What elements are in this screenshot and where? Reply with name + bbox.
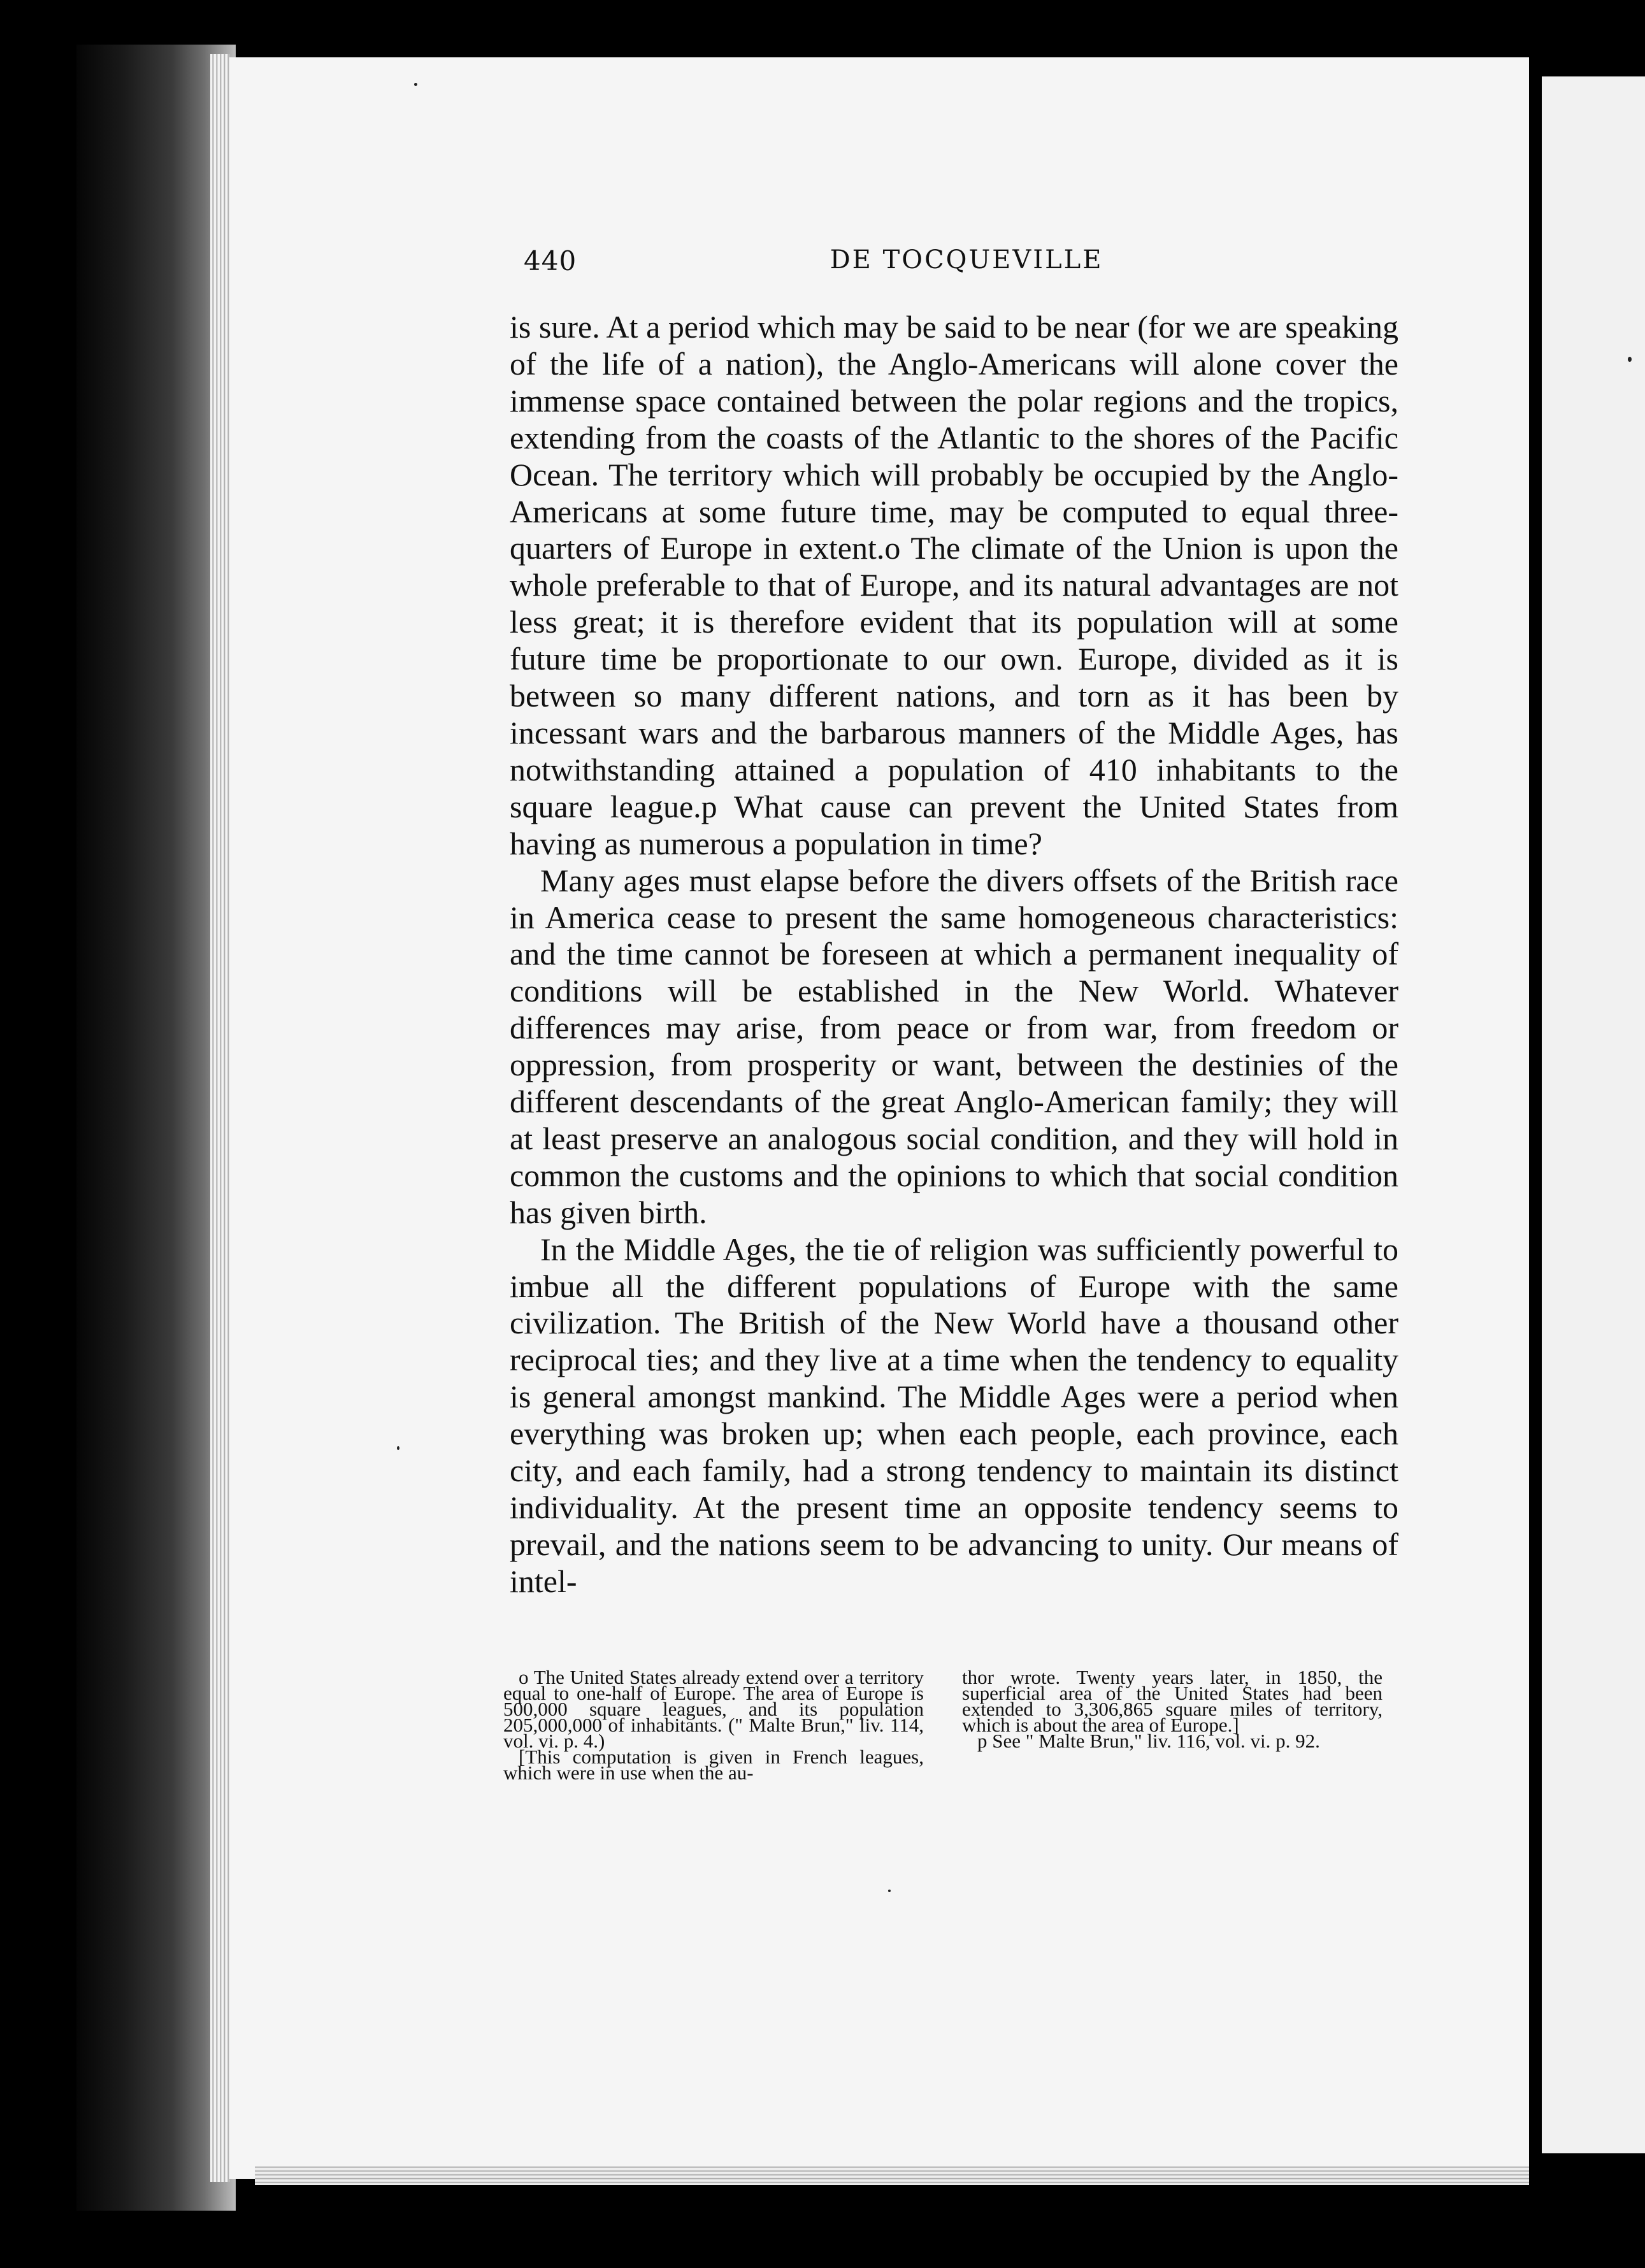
footnote-column-left [503,1666,924,1784]
page-stack-edge [210,54,229,2182]
dust-speck [1628,357,1632,362]
adjacent-page-edge [1542,76,1645,2153]
dust-speck [414,83,417,86]
paragraph: is sure. At a period which may be said to be near (for we are speaking of the life of a nation), the Anglo-Americans will alone cover the immense space contained between the polar regions and the tropics, extending from the coasts of the Atlantic to the shores of the Pacific Ocean. The territory which will probably be occupied by the Anglo-Americans at some future time, may be computed to equal three-quarters of Europe in extent.o The climate of the Union is upon the whole preferable to that of Europe, and its natural advantages are not less great; it is therefore evident that its population will at some future time be proportionate to our own. Europe, divided as it is between so many different nations, and torn as it has been by incessant wars and the barbarous manners of the Middle Ages, has notwithstanding attained a population of 410 inhabitants to the square league.p What cause can prevent the United States from having as numerous a population in time? [510,309,1398,861]
footnote: p See " Malte Brun," liv. 116, vol. vi. p. 92. [977,1730,1320,1752]
body-text [510,309,1398,1600]
paragraph: In the Middle Ages, the tie of religion was sufficiently powerful to imbue all the different populations of Europe with the same civilization. The British of the New World have a thousand other reciprocal ties; and they live at a time when the tendency to equality is general amongst mankind. The Middle Ages were a period when everything was broken up; when each people, each province, each city, and each family, had a strong tendency to maintain its distinct individuality. At the present time an opposite tendency seems to prevail, and the nations seem to be advancing to unity. Our means of intel- [510,1231,1398,1599]
footnotes [503,1666,1383,1784]
paragraph: Many ages must elapse before the divers offsets of the British race in America cease to present the same homogeneous characteristics: and the time cannot be foreseen at which a permanent inequality of conditions will be established in the New World. Whatever differences may arise, from peace or from war, from freedom or oppression, from prosperity or want, between the destinies of the different descendants of the great Anglo-American family; they will at least preserve an analogous social condition, and they will hold in common the customs and the opinions to which that social condition has given birth. [510,862,1398,1230]
footnote: o The United States already extend over a territory equal to one-half of Europe. The area of Europe is 500,000 square leagues, and its population 205,000,000 of inhabitants. (" Malte Brun," liv. 114, vol. vi. p. 4.) [503,1666,924,1752]
footnote: [This computation is given in French leagues, which were in use when the au- [503,1746,924,1784]
page-number: 440 [524,245,577,276]
dust-speck [888,1890,891,1892]
footnote: thor wrote. Twenty years later, in 1850, the superficial area of the United States had been extended to 3,306,865 square miles of territory, which is about the area of Europe.] [962,1666,1383,1736]
page-header [524,245,1409,284]
footnote-column-right [962,1666,1383,1781]
running-head: DE TOCQUEVILLE [830,245,1103,275]
page-stack-bottom-edge [255,2166,1529,2185]
dust-speck [397,1446,399,1450]
